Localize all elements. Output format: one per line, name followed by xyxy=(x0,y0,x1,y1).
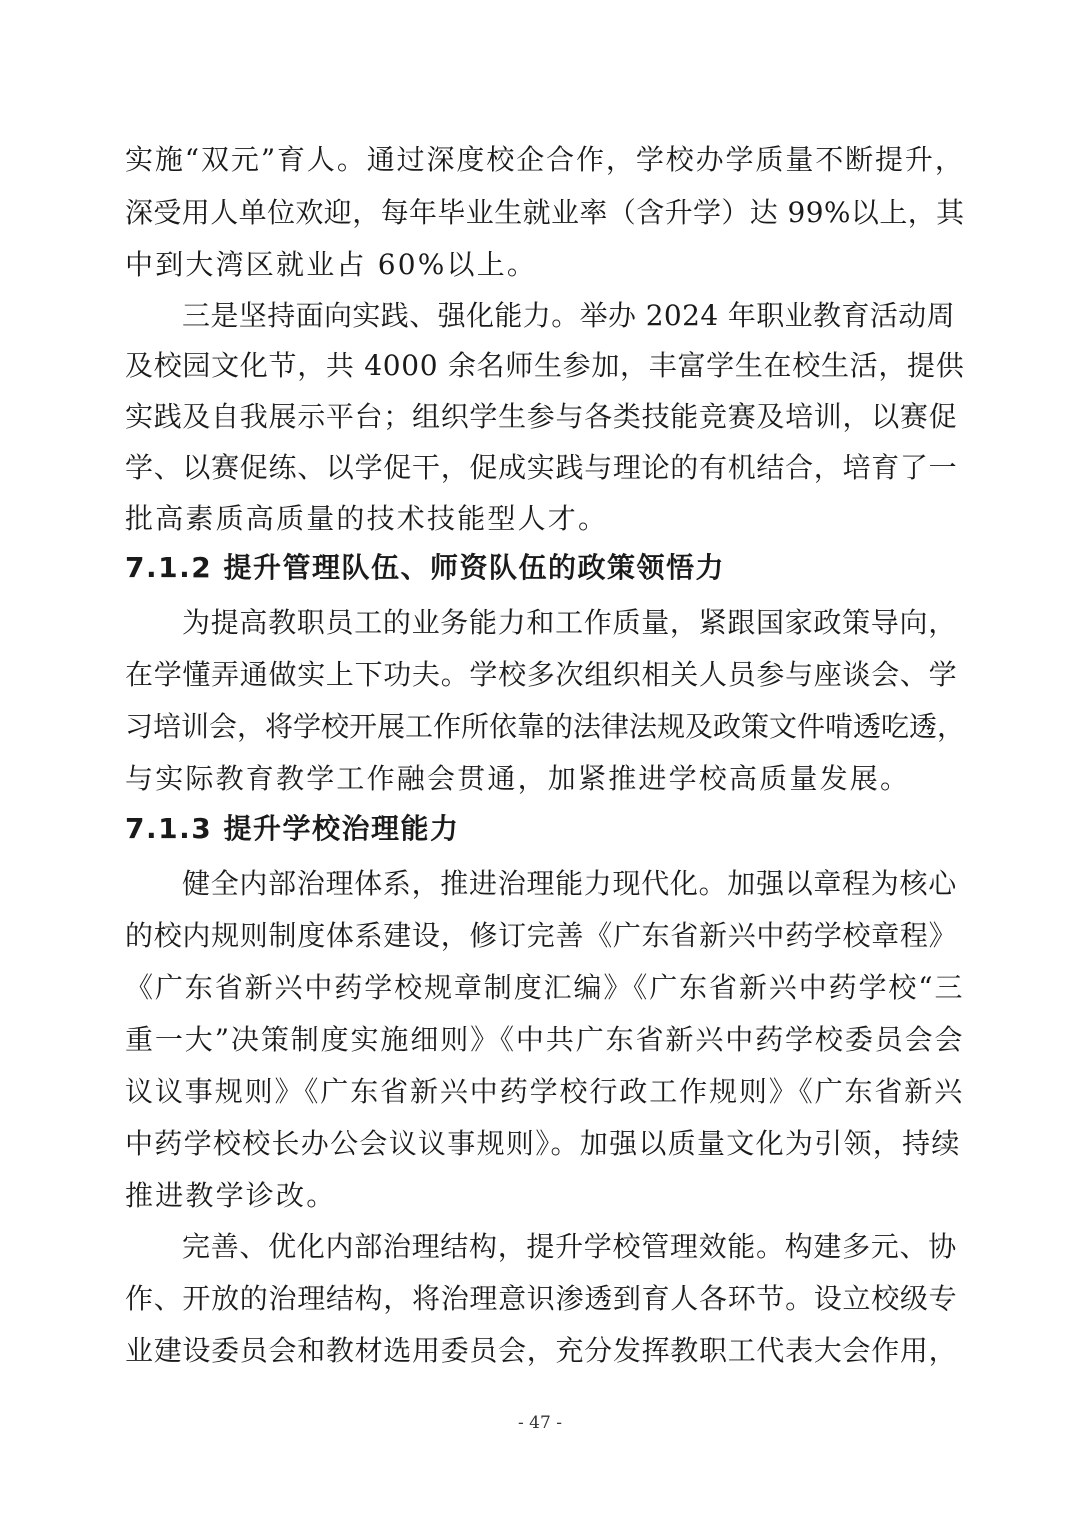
paragraph-3-line-3: 习培训会，将学校开展工作所依靠的法律法规及政策文件啃透吃透， xyxy=(125,710,966,743)
paragraph-4-line-2: 的校内规则制度体系建设，修订完善《广东省新兴中药学校章程》 xyxy=(125,919,958,952)
paragraph-5-line-2: 作、开放的治理结构，将治理意识渗透到育人各环节。设立校级专 xyxy=(125,1282,958,1315)
paragraph-4-line-5: 议议事规则》《广东省新兴中药学校行政工作规则》《广东省新兴 xyxy=(125,1075,965,1108)
paragraph-5-line-1: 完善、优化内部治理结构，提升学校管理效能。构建多元、协 xyxy=(182,1230,957,1263)
paragraph-4-line-1: 健全内部治理体系，推进治理能力现代化。加强以章程为核心 xyxy=(182,867,957,900)
paragraph-2-line-1: 三是坚持面向实践、强化能力。举办 2024 年职业教育活动周 xyxy=(182,299,956,332)
section-heading-7-1-3: 7.1.3 提升学校治理能力 xyxy=(125,812,460,845)
paragraph-2-line-5: 批高素质高质量的技术技能型人才。 xyxy=(125,502,609,535)
paragraph-5-line-3: 业建设委员会和教材选用委员会，充分发挥教职工代表大会作用， xyxy=(125,1334,958,1367)
paragraph-2-line-4: 学、以赛促练、以学促干，促成实践与理论的有机结合，培育了一 xyxy=(125,451,958,484)
paragraph-4-line-6: 中药学校校长办公会议议事规则》。加强以质量文化为引领，持续 xyxy=(125,1127,961,1160)
paragraph-4-line-4: 重一大”决策制度实施细则》《中共广东省新兴中药学校委员会会 xyxy=(125,1023,965,1056)
section-heading-7-1-2: 7.1.2 提升管理队伍、师资队伍的政策领悟力 xyxy=(125,551,725,584)
paragraph-1-line-2: 深受用人单位欢迎，每年毕业生就业率（含升学）达 99%以上，其 xyxy=(125,196,965,229)
paragraph-4-line-3: 《广东省新兴中药学校规章制度汇编》《广东省新兴中药学校“三 xyxy=(125,971,965,1004)
paragraph-1-line-3: 中到大湾区就业占 60%以上。 xyxy=(125,248,538,281)
page-number: - 47 - xyxy=(518,1413,562,1433)
paragraph-1-line-1: 实施“双元”育人。通过深度校企合作，学校办学质量不断提升， xyxy=(125,143,965,176)
paragraph-4-line-7: 推进教学诊改。 xyxy=(125,1179,337,1212)
paragraph-2-line-2: 及校园文化节，共 4000 余名师生参加，丰富学生在校生活，提供 xyxy=(125,349,965,382)
paragraph-3-line-4: 与实际教育教学工作融会贯通，加紧推进学校高质量发展。 xyxy=(125,762,911,795)
paragraph-3-line-1: 为提高教职员工的业务能力和工作质量，紧跟国家政策导向， xyxy=(182,606,957,639)
paragraph-3-line-2: 在学懂弄通做实上下功夫。学校多次组织相关人员参与座谈会、学 xyxy=(125,658,958,691)
paragraph-2-line-3: 实践及自我展示平台；组织学生参与各类技能竞赛及培训，以赛促 xyxy=(125,400,958,433)
